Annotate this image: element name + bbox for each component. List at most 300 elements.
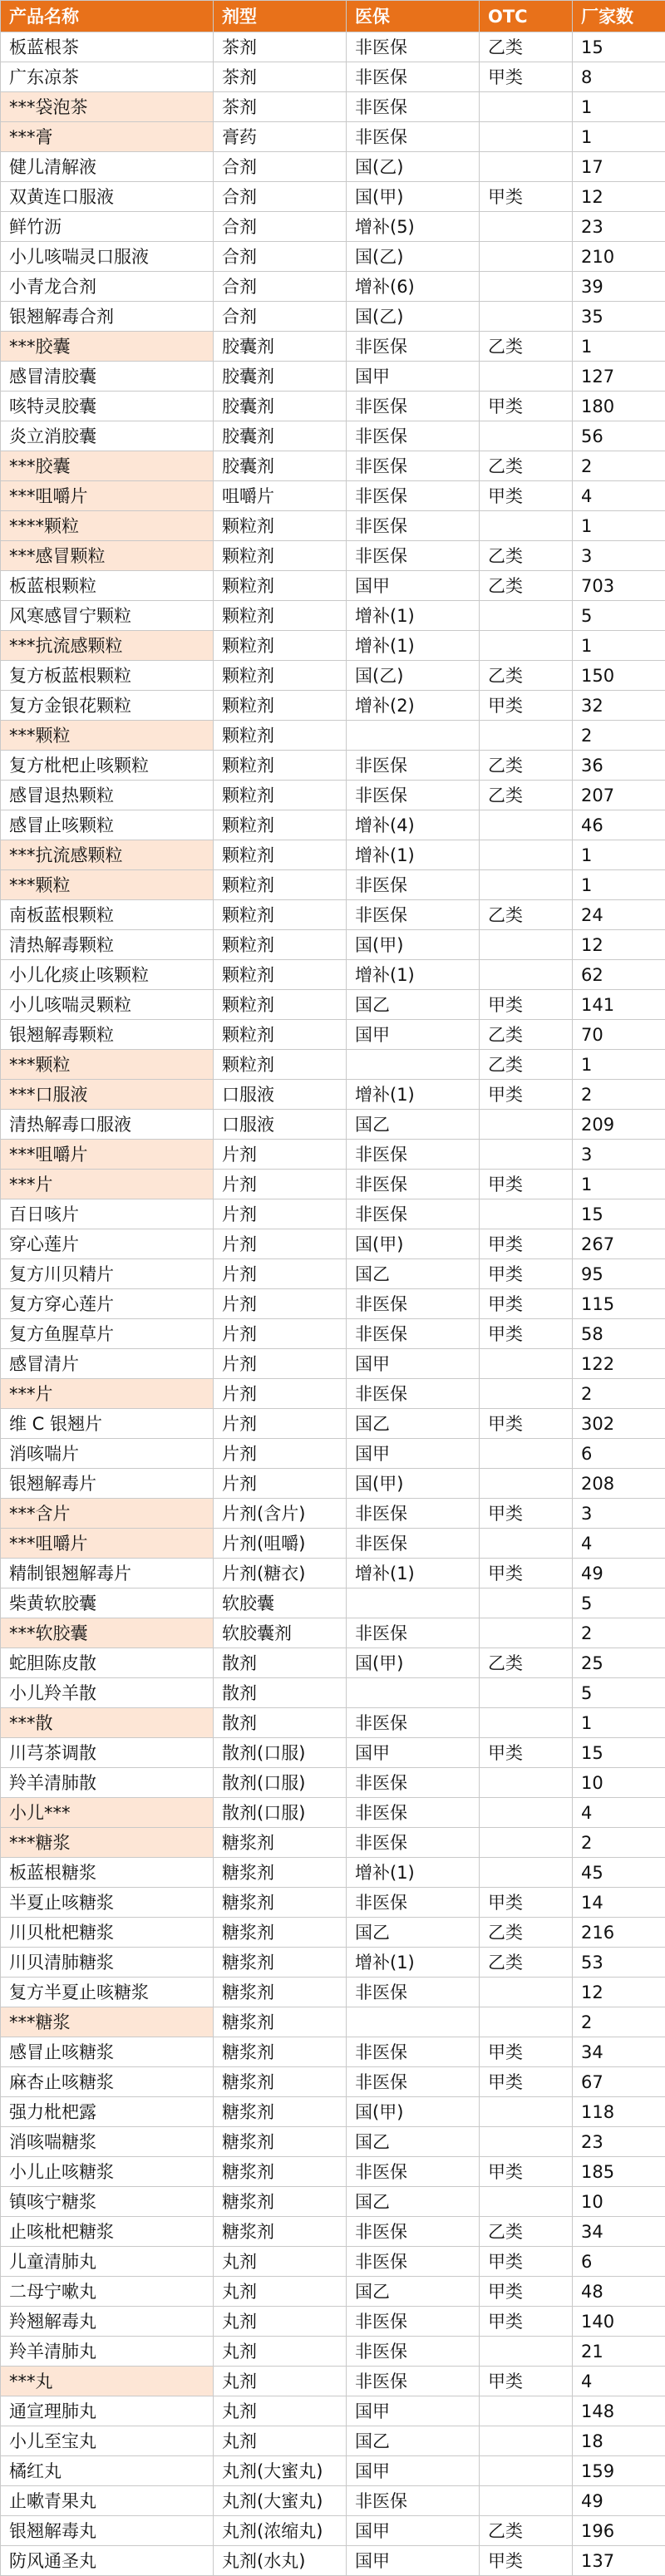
product-name-cell: ***丸 — [1, 2367, 214, 2396]
manufacturer-count-cell: 6 — [573, 1439, 665, 1469]
dosage-form-cell: 胶囊剂 — [214, 362, 347, 392]
manufacturer-count-cell: 10 — [573, 2187, 665, 2217]
insurance-cell: 国甲 — [347, 1439, 480, 1469]
otc-cell: 乙类 — [480, 1918, 573, 1948]
header-insurance: 医保 — [347, 1, 480, 32]
manufacturer-count-cell: 196 — [573, 2516, 665, 2546]
dosage-form-cell: 糖浆剂 — [214, 2097, 347, 2127]
manufacturer-count-cell: 1 — [573, 1170, 665, 1199]
table-row — [1, 421, 665, 451]
dosage-form-cell: 散剂(口服) — [214, 1768, 347, 1798]
insurance-cell: 国(甲) — [347, 2097, 480, 2127]
table-row — [1, 2007, 665, 2037]
manufacturer-count-cell: 703 — [573, 571, 665, 601]
dosage-form-cell: 丸剂(大蜜丸) — [214, 2486, 347, 2516]
otc-cell: 甲类 — [480, 2037, 573, 2067]
dosage-form-cell: 片剂(咀嚼) — [214, 1529, 347, 1559]
table-row — [1, 32, 665, 62]
product-name-cell: 感冒清胶囊 — [1, 362, 214, 392]
table-row — [1, 1439, 665, 1469]
header-row — [1, 1, 665, 32]
product-name-cell: ***糖浆 — [1, 1828, 214, 1858]
table-row — [1, 212, 665, 242]
dosage-form-cell: 软胶囊 — [214, 1588, 347, 1618]
insurance-cell: 非医保 — [347, 1170, 480, 1199]
otc-cell — [480, 1768, 573, 1798]
table-row — [1, 1199, 665, 1229]
otc-cell: 乙类 — [480, 1948, 573, 1978]
product-name-cell: 双黄连口服液 — [1, 182, 214, 212]
product-name-cell: 感冒止咳糖浆 — [1, 2037, 214, 2067]
product-name-cell: 小儿止咳糖浆 — [1, 2157, 214, 2187]
dosage-form-cell: 丸剂 — [214, 2426, 347, 2456]
table-row — [1, 1708, 665, 1738]
manufacturer-count-cell: 53 — [573, 1948, 665, 1978]
table-row — [1, 960, 665, 990]
table-row — [1, 2426, 665, 2456]
manufacturer-count-cell: 118 — [573, 2097, 665, 2127]
manufacturer-count-cell: 185 — [573, 2157, 665, 2187]
product-name-cell: 银翘解毒合剂 — [1, 302, 214, 332]
otc-cell: 乙类 — [480, 1020, 573, 1050]
product-name-cell: 儿童清肺丸 — [1, 2247, 214, 2277]
table-row — [1, 2486, 665, 2516]
otc-cell — [480, 92, 573, 122]
insurance-cell — [347, 1588, 480, 1618]
product-name-cell: 银翘解毒丸 — [1, 2516, 214, 2546]
manufacturer-count-cell: 17 — [573, 152, 665, 182]
manufacturer-count-cell: 49 — [573, 2486, 665, 2516]
dosage-form-cell: 片剂 — [214, 1199, 347, 1229]
manufacturer-count-cell: 5 — [573, 1678, 665, 1708]
insurance-cell: 非医保 — [347, 2217, 480, 2247]
dosage-form-cell: 口服液 — [214, 1110, 347, 1140]
insurance-cell: 增补(6) — [347, 272, 480, 302]
dosage-form-cell: 颗粒剂 — [214, 661, 347, 691]
manufacturer-count-cell: 58 — [573, 1319, 665, 1349]
product-name-cell: 半夏止咳糖浆 — [1, 1888, 214, 1918]
dosage-form-cell: 合剂 — [214, 152, 347, 182]
dosage-form-cell: 散剂 — [214, 1648, 347, 1678]
table-row — [1, 571, 665, 601]
insurance-cell: 增补(1) — [347, 631, 480, 661]
dosage-form-cell: 茶剂 — [214, 92, 347, 122]
otc-cell — [480, 930, 573, 960]
insurance-cell: 非医保 — [347, 1529, 480, 1559]
otc-cell: 甲类 — [480, 1319, 573, 1349]
insurance-cell: 国乙 — [347, 2127, 480, 2157]
manufacturer-count-cell: 3 — [573, 1499, 665, 1529]
manufacturer-count-cell: 12 — [573, 930, 665, 960]
otc-cell — [480, 212, 573, 242]
otc-cell: 甲类 — [480, 2546, 573, 2576]
product-name-cell: ***口服液 — [1, 1080, 214, 1110]
manufacturer-count-cell: 70 — [573, 1020, 665, 1050]
otc-cell: 乙类 — [480, 571, 573, 601]
manufacturer-count-cell: 4 — [573, 481, 665, 511]
insurance-cell — [347, 1678, 480, 1708]
table-row — [1, 2157, 665, 2187]
insurance-cell: 非医保 — [347, 62, 480, 92]
dosage-form-cell: 颗粒剂 — [214, 751, 347, 781]
manufacturer-count-cell: 1 — [573, 631, 665, 661]
dosage-form-cell: 颗粒剂 — [214, 691, 347, 721]
insurance-cell: 增补(1) — [347, 1559, 480, 1588]
manufacturer-count-cell: 267 — [573, 1229, 665, 1259]
product-name-cell: ***片 — [1, 1170, 214, 1199]
insurance-cell: 增补(1) — [347, 601, 480, 631]
manufacturer-count-cell: 56 — [573, 421, 665, 451]
table-row — [1, 1020, 665, 1050]
manufacturer-count-cell: 39 — [573, 272, 665, 302]
table-row — [1, 930, 665, 960]
insurance-cell: 非医保 — [347, 870, 480, 900]
dosage-form-cell: 片剂 — [214, 1379, 347, 1409]
manufacturer-count-cell: 5 — [573, 601, 665, 631]
dosage-form-cell: 颗粒剂 — [214, 781, 347, 810]
product-name-cell: 清热解毒口服液 — [1, 1110, 214, 1140]
otc-cell — [480, 362, 573, 392]
table-row — [1, 1110, 665, 1140]
otc-cell: 甲类 — [480, 2247, 573, 2277]
table-row — [1, 1170, 665, 1199]
insurance-cell: 非医保 — [347, 2367, 480, 2396]
product-name-cell: 小青龙合剂 — [1, 272, 214, 302]
dosage-form-cell: 片剂 — [214, 1140, 347, 1170]
otc-cell: 甲类 — [480, 691, 573, 721]
insurance-cell: 非医保 — [347, 2307, 480, 2337]
manufacturer-count-cell: 1 — [573, 840, 665, 870]
dosage-form-cell: 丸剂 — [214, 2367, 347, 2396]
manufacturer-count-cell: 15 — [573, 1738, 665, 1768]
otc-cell — [480, 2426, 573, 2456]
insurance-cell — [347, 721, 480, 751]
dosage-form-cell: 糖浆剂 — [214, 1828, 347, 1858]
table-row — [1, 2396, 665, 2426]
product-name-cell: 小儿咳喘灵口服液 — [1, 242, 214, 272]
product-name-cell: 维 C 银翘片 — [1, 1409, 214, 1439]
table-row — [1, 2217, 665, 2247]
manufacturer-count-cell: 1 — [573, 122, 665, 152]
manufacturer-count-cell: 115 — [573, 1289, 665, 1319]
product-name-cell: 二母宁嗽丸 — [1, 2277, 214, 2307]
dosage-form-cell: 丸剂 — [214, 2247, 347, 2277]
insurance-cell: 国乙 — [347, 2277, 480, 2307]
otc-cell — [480, 242, 573, 272]
insurance-cell: 国甲 — [347, 362, 480, 392]
table-row — [1, 541, 665, 571]
insurance-cell: 国甲 — [347, 1349, 480, 1379]
product-name-cell: 橘红丸 — [1, 2456, 214, 2486]
dosage-form-cell: 片剂 — [214, 1319, 347, 1349]
table-row — [1, 1738, 665, 1768]
manufacturer-count-cell: 3 — [573, 1140, 665, 1170]
otc-cell: 甲类 — [480, 2067, 573, 2097]
manufacturer-count-cell: 2 — [573, 721, 665, 751]
product-name-cell: ***膏 — [1, 122, 214, 152]
product-name-cell: 防风通圣丸 — [1, 2546, 214, 2576]
otc-cell — [480, 2187, 573, 2217]
otc-cell — [480, 511, 573, 541]
manufacturer-count-cell: 46 — [573, 810, 665, 840]
insurance-cell: 非医保 — [347, 1828, 480, 1858]
otc-cell — [480, 721, 573, 751]
dosage-form-cell: 颗粒剂 — [214, 631, 347, 661]
otc-cell: 乙类 — [480, 2217, 573, 2247]
manufacturer-count-cell: 25 — [573, 1648, 665, 1678]
product-name-cell: ***咀嚼片 — [1, 1140, 214, 1170]
dosage-form-cell: 颗粒剂 — [214, 511, 347, 541]
insurance-cell: 非医保 — [347, 1708, 480, 1738]
otc-cell: 甲类 — [480, 1289, 573, 1319]
product-name-cell: 复方鱼腥草片 — [1, 1319, 214, 1349]
otc-cell — [480, 1110, 573, 1140]
table-row — [1, 721, 665, 751]
insurance-cell: 国乙 — [347, 1110, 480, 1140]
otc-cell: 乙类 — [480, 32, 573, 62]
table-row — [1, 2097, 665, 2127]
manufacturer-count-cell: 1 — [573, 92, 665, 122]
otc-cell: 甲类 — [480, 2157, 573, 2187]
manufacturer-count-cell: 159 — [573, 2456, 665, 2486]
manufacturer-count-cell: 1 — [573, 1050, 665, 1080]
otc-cell: 甲类 — [480, 1409, 573, 1439]
otc-cell: 甲类 — [480, 481, 573, 511]
insurance-cell: 增补(1) — [347, 960, 480, 990]
product-name-cell: 南板蓝根颗粒 — [1, 900, 214, 930]
product-name-cell: 复方金银花颗粒 — [1, 691, 214, 721]
otc-cell: 甲类 — [480, 62, 573, 92]
otc-cell — [480, 960, 573, 990]
dosage-form-cell: 丸剂(大蜜丸) — [214, 2456, 347, 2486]
insurance-cell: 增补(1) — [347, 1858, 480, 1888]
dosage-form-cell: 颗粒剂 — [214, 721, 347, 751]
product-name-cell: 小儿咳喘灵颗粒 — [1, 990, 214, 1020]
dosage-form-cell: 膏药 — [214, 122, 347, 152]
dosage-form-cell: 颗粒剂 — [214, 1020, 347, 1050]
otc-cell — [480, 1978, 573, 2007]
product-name-cell: 蛇胆陈皮散 — [1, 1648, 214, 1678]
table-row — [1, 1319, 665, 1349]
manufacturer-count-cell: 34 — [573, 2037, 665, 2067]
table-row — [1, 1289, 665, 1319]
otc-cell: 甲类 — [480, 1559, 573, 1588]
product-name-cell: ****颗粒 — [1, 511, 214, 541]
dosage-form-cell: 散剂(口服) — [214, 1798, 347, 1828]
product-name-cell: 止咳枇杷糖浆 — [1, 2217, 214, 2247]
manufacturer-count-cell: 207 — [573, 781, 665, 810]
insurance-cell: 非医保 — [347, 1798, 480, 1828]
table-row — [1, 182, 665, 212]
product-name-cell: 板蓝根茶 — [1, 32, 214, 62]
otc-cell — [480, 1469, 573, 1499]
table-row — [1, 2247, 665, 2277]
product-name-cell: 消咳喘片 — [1, 1439, 214, 1469]
insurance-cell: 非医保 — [347, 2337, 480, 2367]
manufacturer-count-cell: 2 — [573, 2007, 665, 2037]
insurance-cell: 非医保 — [347, 1140, 480, 1170]
dosage-form-cell: 糖浆剂 — [214, 1888, 347, 1918]
otc-cell — [480, 1140, 573, 1170]
product-name-cell: ***抗流感颗粒 — [1, 840, 214, 870]
otc-cell: 乙类 — [480, 900, 573, 930]
table-row — [1, 1948, 665, 1978]
insurance-cell: 非医保 — [347, 92, 480, 122]
dosage-form-cell: 颗粒剂 — [214, 870, 347, 900]
dosage-form-cell: 颗粒剂 — [214, 930, 347, 960]
table-row — [1, 1678, 665, 1708]
product-name-cell: 柴黄软胶囊 — [1, 1588, 214, 1618]
insurance-cell: 非医保 — [347, 1888, 480, 1918]
insurance-cell: 非医保 — [347, 1499, 480, 1529]
insurance-cell: 非医保 — [347, 332, 480, 362]
otc-cell: 乙类 — [480, 1050, 573, 1080]
table-row — [1, 2067, 665, 2097]
manufacturer-count-cell: 95 — [573, 1259, 665, 1289]
table-row — [1, 392, 665, 421]
otc-cell — [480, 1708, 573, 1738]
dosage-form-cell: 茶剂 — [214, 62, 347, 92]
manufacturer-count-cell: 18 — [573, 2426, 665, 2456]
manufacturer-count-cell: 122 — [573, 1349, 665, 1379]
product-name-cell: 感冒止咳颗粒 — [1, 810, 214, 840]
otc-cell: 甲类 — [480, 392, 573, 421]
table-row — [1, 781, 665, 810]
product-name-cell: 川贝清肺糖浆 — [1, 1948, 214, 1978]
otc-cell — [480, 1858, 573, 1888]
table-row — [1, 1050, 665, 1080]
product-name-cell: ***片 — [1, 1379, 214, 1409]
insurance-cell: 非医保 — [347, 2157, 480, 2187]
insurance-cell: 增补(2) — [347, 691, 480, 721]
insurance-cell: 非医保 — [347, 511, 480, 541]
otc-cell — [480, 1529, 573, 1559]
manufacturer-count-cell: 12 — [573, 1978, 665, 2007]
table-row — [1, 242, 665, 272]
product-name-cell: 银翘解毒颗粒 — [1, 1020, 214, 1050]
table-row — [1, 1140, 665, 1170]
manufacturer-count-cell: 210 — [573, 242, 665, 272]
otc-cell: 甲类 — [480, 1738, 573, 1768]
manufacturer-count-cell: 8 — [573, 62, 665, 92]
table-row — [1, 810, 665, 840]
otc-cell: 甲类 — [480, 1259, 573, 1289]
manufacturer-count-cell: 23 — [573, 2127, 665, 2157]
product-name-cell: 健儿清解液 — [1, 152, 214, 182]
insurance-cell: 非医保 — [347, 481, 480, 511]
otc-cell: 乙类 — [480, 2516, 573, 2546]
insurance-cell: 非医保 — [347, 392, 480, 421]
header-product-name: 产品名称 — [1, 1, 214, 32]
table-row — [1, 601, 665, 631]
product-name-cell: 羚翘解毒丸 — [1, 2307, 214, 2337]
dosage-form-cell: 片剂 — [214, 1409, 347, 1439]
manufacturer-count-cell: 4 — [573, 1529, 665, 1559]
table-row — [1, 481, 665, 511]
product-name-cell: ***咀嚼片 — [1, 481, 214, 511]
table-row — [1, 1618, 665, 1648]
product-name-cell: ***胶囊 — [1, 451, 214, 481]
otc-cell: 乙类 — [480, 751, 573, 781]
manufacturer-count-cell: 127 — [573, 362, 665, 392]
manufacturer-count-cell: 49 — [573, 1559, 665, 1588]
table-row — [1, 900, 665, 930]
insurance-cell: 国(乙) — [347, 152, 480, 182]
insurance-cell: 非医保 — [347, 1319, 480, 1349]
table-row — [1, 1529, 665, 1559]
manufacturer-count-cell: 209 — [573, 1110, 665, 1140]
dosage-form-cell: 胶囊剂 — [214, 332, 347, 362]
table-row — [1, 511, 665, 541]
manufacturer-count-cell: 10 — [573, 1768, 665, 1798]
dosage-form-cell: 丸剂 — [214, 2396, 347, 2426]
product-name-cell: ***颗粒 — [1, 721, 214, 751]
insurance-cell: 国甲 — [347, 1020, 480, 1050]
insurance-cell: 国乙 — [347, 990, 480, 1020]
manufacturer-count-cell: 32 — [573, 691, 665, 721]
otc-cell — [480, 1439, 573, 1469]
table-row — [1, 1559, 665, 1588]
product-name-cell: ***颗粒 — [1, 870, 214, 900]
dosage-form-cell: 片剂 — [214, 1229, 347, 1259]
otc-cell — [480, 122, 573, 152]
insurance-cell: 国(乙) — [347, 242, 480, 272]
table-row — [1, 1798, 665, 1828]
otc-cell — [480, 302, 573, 332]
table-row — [1, 1499, 665, 1529]
product-name-cell: 咳特灵胶囊 — [1, 392, 214, 421]
otc-cell: 甲类 — [480, 2277, 573, 2307]
manufacturer-count-cell: 4 — [573, 1798, 665, 1828]
manufacturer-count-cell: 35 — [573, 302, 665, 332]
otc-cell — [480, 631, 573, 661]
insurance-cell: 非医保 — [347, 900, 480, 930]
insurance-cell: 国甲 — [347, 2456, 480, 2486]
product-name-cell: 复方川贝精片 — [1, 1259, 214, 1289]
manufacturer-count-cell: 2 — [573, 1379, 665, 1409]
dosage-form-cell: 合剂 — [214, 272, 347, 302]
dosage-form-cell: 丸剂 — [214, 2337, 347, 2367]
insurance-cell: 非医保 — [347, 32, 480, 62]
table-row — [1, 1259, 665, 1289]
dosage-form-cell: 糖浆剂 — [214, 2067, 347, 2097]
insurance-cell: 国(乙) — [347, 302, 480, 332]
dosage-form-cell: 颗粒剂 — [214, 840, 347, 870]
table-row — [1, 2037, 665, 2067]
manufacturer-count-cell: 24 — [573, 900, 665, 930]
otc-cell — [480, 2456, 573, 2486]
otc-cell: 乙类 — [480, 661, 573, 691]
otc-cell: 甲类 — [480, 2367, 573, 2396]
manufacturer-count-cell: 1 — [573, 511, 665, 541]
dosage-form-cell: 合剂 — [214, 212, 347, 242]
table-row — [1, 2456, 665, 2486]
product-name-cell: 强力枇杷露 — [1, 2097, 214, 2127]
insurance-cell: 国甲 — [347, 1738, 480, 1768]
insurance-cell: 增补(1) — [347, 1080, 480, 1110]
insurance-cell: 非医保 — [347, 1618, 480, 1648]
dosage-form-cell: 片剂 — [214, 1349, 347, 1379]
otc-cell: 甲类 — [480, 1888, 573, 1918]
dosage-form-cell: 糖浆剂 — [214, 2157, 347, 2187]
manufacturer-count-cell: 6 — [573, 2247, 665, 2277]
header-manufacturer-count: 厂家数 — [573, 1, 665, 32]
product-name-cell: 广东凉茶 — [1, 62, 214, 92]
manufacturer-count-cell: 148 — [573, 2396, 665, 2426]
insurance-cell: 国乙 — [347, 1259, 480, 1289]
insurance-cell: 国甲 — [347, 2396, 480, 2426]
otc-cell — [480, 601, 573, 631]
